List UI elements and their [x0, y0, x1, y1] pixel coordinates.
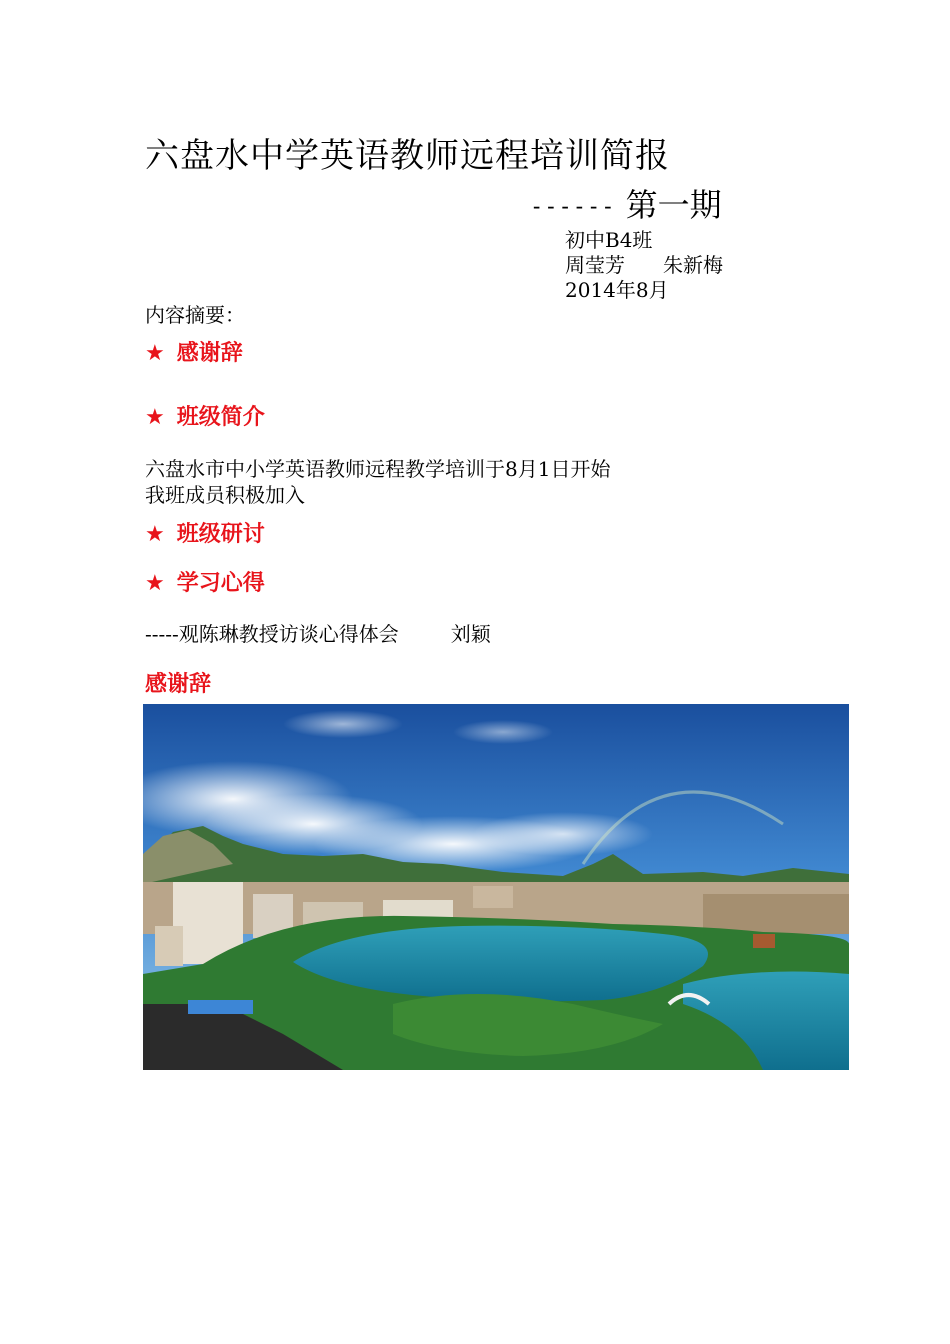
abstract-item-reflections — [145, 566, 265, 597]
author-1: 周莹芳 — [565, 253, 625, 277]
issue-label: 第一期 — [625, 186, 722, 224]
reflection-line — [145, 618, 491, 647]
star-icon: ★ — [145, 341, 165, 366]
abstract-item-thanks — [145, 336, 243, 367]
abstract-label: 内容摘要： — [145, 303, 245, 327]
abstract-item-label: 感谢辞 — [176, 341, 243, 366]
abstract-item-class-intro — [145, 400, 265, 431]
star-icon: ★ — [145, 522, 165, 547]
section-heading-thanks: 感谢辞 — [145, 672, 212, 697]
issue-line — [530, 180, 722, 226]
intro-line-1: 六盘水市中小学英语教师远程教学培训于8月1日开始 — [145, 457, 611, 481]
lake-city-photo — [143, 704, 849, 1070]
issue-dashes: ------ — [530, 194, 616, 220]
report-title: 六盘水中学英语教师远程培训简报 — [145, 136, 670, 176]
class-name: 初中B4班 — [565, 228, 653, 252]
author-2: 朱新梅 — [663, 253, 723, 277]
star-icon: ★ — [145, 571, 165, 596]
reflection-author: 刘颖 — [450, 622, 491, 646]
abstract-item-discussion — [145, 517, 265, 548]
report-date: 2014年8月 — [565, 278, 669, 302]
class-intro-text — [145, 456, 610, 508]
abstract-item-label: 班级简介 — [176, 405, 265, 430]
star-icon: ★ — [145, 405, 165, 430]
abstract-item-label: 班级研讨 — [176, 522, 265, 547]
intro-line-2: 我班成员积极加入 — [145, 483, 305, 507]
abstract-item-label: 学习心得 — [176, 571, 265, 596]
reflection-title: 观陈琳教授访谈心得体会 — [178, 622, 399, 646]
reflection-prefix: ----- — [145, 622, 179, 646]
